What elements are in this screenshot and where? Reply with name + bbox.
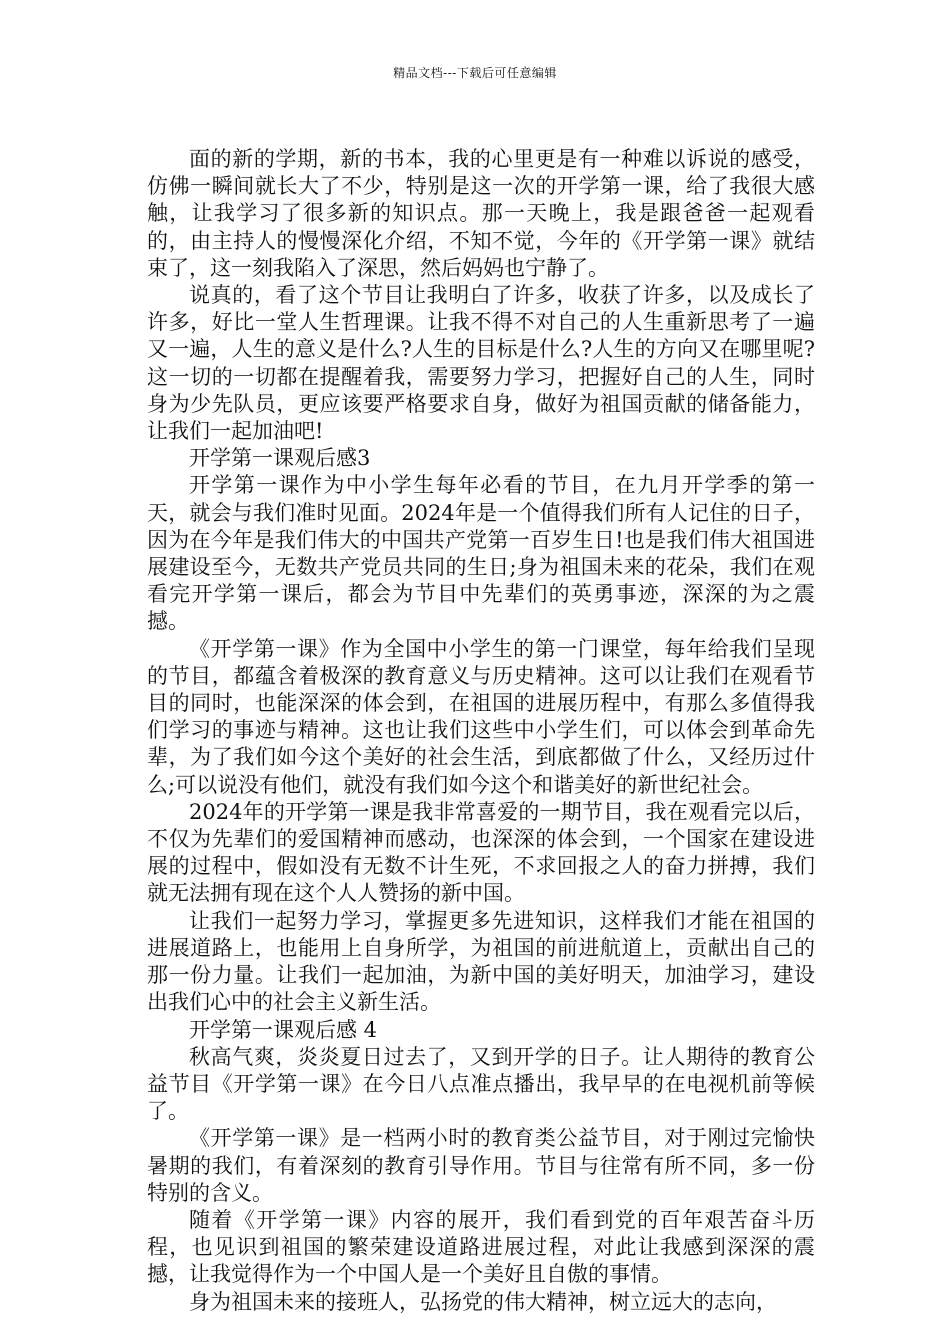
page-header: 精品文档---下载后可任意编辑 bbox=[393, 66, 557, 80]
section-heading: 开学第一课观后感3 bbox=[189, 446, 371, 471]
paragraph: 让我们一起努力学习，掌握更多先进知识，这样我们才能在祖国的进展道路上，也能用上自身所学，为祖国的前进航道上，贡献出自己的那一份力量。让我们一起加油，为新中国的美好明天，加油学习，建设出我们心中的社会主义新生活。 bbox=[147, 908, 815, 1015]
paragraph: 身为祖国未来的接班人，弘扬党的伟大精神，树立远大的志向， bbox=[189, 1289, 777, 1314]
paragraph: 秋高气爽，炎炎夏日过去了，又到开学的日子。让人期待的教育公益节目《开学第一课》在今日八点准点播出，我早早的在电视机前等候了。 bbox=[147, 1044, 815, 1124]
paragraph: 随着《开学第一课》内容的展开，我们看到党的百年艰苦奋斗历程，也见识到祖国的繁荣建设道路进展过程，对此让我感到深深的震撼，让我觉得作为一个中国人是一个美好且自傲的事情。 bbox=[147, 1207, 815, 1287]
section-heading: 开学第一课观后感 4 bbox=[189, 1017, 378, 1042]
paragraph: 面的新的学期，新的书本，我的心里更是有一种难以诉说的感受，仿佛一瞬间就长大了不少，特别是这一次的开学第一课，给了我很大感触，让我学习了很多新的知识点。那一天晚上，我是跟爸爸一起观看的，由主持人的慢慢深化介绍，不知不觉，今年的《开学第一课》就结束了，这一刻我陷入了深思，然后妈妈也宁静了。 bbox=[147, 147, 815, 280]
document-body bbox=[147, 146, 815, 1316]
paragraph: 2024年的开学第一课是我非常喜爱的一期节目，我在观看完以后，不仅为先辈们的爱国精神而感动，也深深的体会到，一个国家在建设进展的过程中，假如没有无数不计生死，不求回报之人的奋力拼搏，我们就无法拥有现在这个人人赞扬的新中国。 bbox=[147, 799, 815, 906]
paragraph: 《开学第一课》是一档两小时的教育类公益节目，对于刚过完愉快暑期的我们，有着深刻的教育引导作用。节目与往常有所不同，多一份特别的含义。 bbox=[147, 1126, 815, 1205]
paragraph: 说真的，看了这个节目让我明白了许多，收获了许多，以及成长了许多，好比一堂人生哲理课。让我不得不对自己的人生重新思考了一遍又一遍，人生的意义是什么?人生的目标是什么?人生的方向又在哪里呢?这一切的一切都在提醒着我，需要努力学习，把握好自己的人生，同时身为少先队员，更应该要严格要求自身，做好为祖国贡献的储备能力，让我们一起加油吧! bbox=[147, 283, 815, 444]
paragraph: 《开学第一课》作为全国中小学生的第一门课堂，每年给我们呈现的节目，都蕴含着极深的教育意义与历史精神。这可以让我们在观看节目的同时，也能深深的体会到，在祖国的进展历程中，有那么多值得我们学习的事迹与精神。这也让我们这些中小学生们，可以体会到革命先辈，为了我们如今这个美好的社会生活，到底都做了什么，又经历过什么;可以说没有他们，就没有我们如今这个和谐美好的新世纪社会。 bbox=[147, 636, 815, 797]
paragraph: 开学第一课作为中小学生每年必看的节目，在九月开学季的第一天，就会与我们准时见面。2024年是一个值得我们所有人记住的日子，因为在今年是我们伟大的中国共产党第一百岁生日!也是我们伟大祖国进展建设至今，无数共产党员共同的生日;身为祖国未来的花朵，我们在观看完开学第一课后，都会为节目中先辈们的英勇事迹，深深的为之震撼。 bbox=[147, 473, 815, 634]
